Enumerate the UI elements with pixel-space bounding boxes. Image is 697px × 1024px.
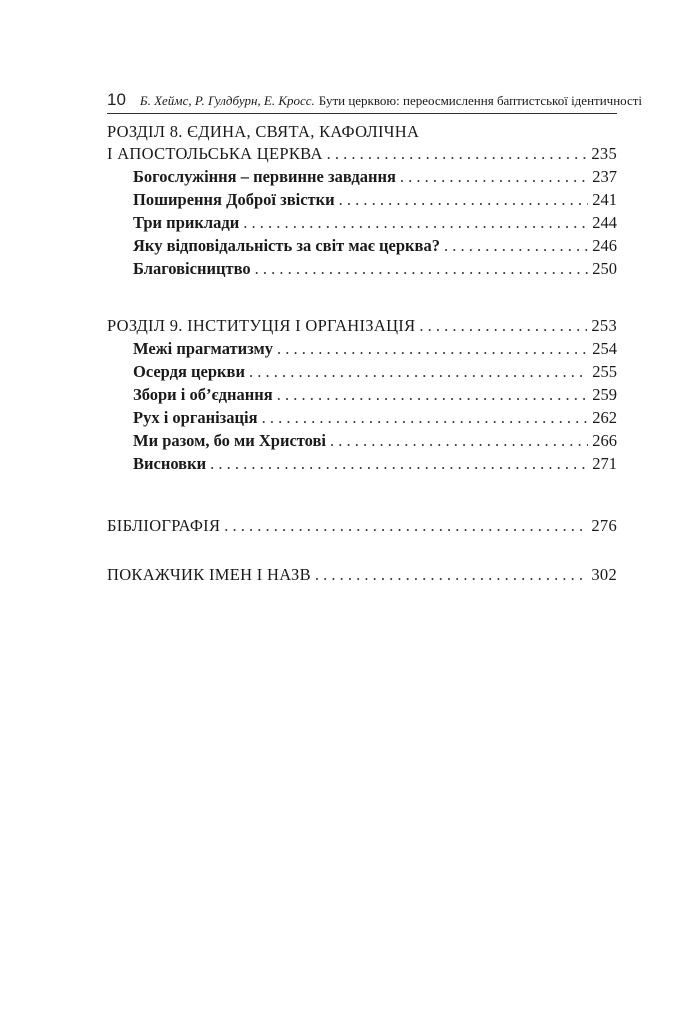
running-head	[107, 90, 643, 114]
toc-item[interactable]	[107, 360, 617, 383]
chapter-8-title-line2: І АПОСТОЛЬСЬКА ЦЕРКВА	[107, 144, 323, 163]
toc-item-page: 254	[592, 339, 617, 358]
toc-item-page: 244	[592, 213, 617, 232]
bibliography-label: БІБЛІОГРАФІЯ	[107, 516, 221, 535]
toc-item-label: Богослужіння – первинне завдання	[133, 167, 396, 186]
chapter-9-entry[interactable]	[107, 314, 617, 337]
toc-item-page: 262	[592, 408, 617, 427]
chapter-8-title-line1: РОЗДІЛ 8. ЄДИНА, СВЯТА, КАФОЛІЧНА	[107, 122, 420, 141]
toc-item-page: 259	[592, 385, 617, 404]
toc-item-label: Три приклади	[133, 213, 240, 232]
toc-item[interactable]	[107, 257, 617, 280]
toc-item-label: Ми разом, бо ми Христові	[133, 431, 327, 450]
chapter-9-title: РОЗДІЛ 9. ІНСТИТУЦІЯ І ОРГАНІЗАЦІЯ	[107, 316, 416, 335]
dot-leader	[330, 429, 588, 452]
toc-item-page: 250	[592, 259, 617, 278]
toc-item[interactable]	[107, 406, 617, 429]
chapter-9-section	[107, 314, 617, 475]
dot-leader	[210, 452, 588, 475]
toc-item-page: 255	[592, 362, 617, 381]
dot-leader	[339, 188, 589, 211]
dot-leader	[419, 314, 587, 337]
toc-item[interactable]	[107, 337, 617, 360]
dot-leader	[262, 406, 589, 429]
toc-item-label: Осердя церкви	[133, 362, 245, 381]
bibliography-page: 276	[591, 516, 617, 535]
dot-leader	[255, 257, 589, 280]
dot-leader	[277, 383, 589, 406]
dot-leader	[315, 563, 587, 586]
index-page: 302	[591, 565, 617, 584]
toc-item[interactable]	[107, 429, 617, 452]
toc-item[interactable]	[107, 165, 617, 188]
toc-item[interactable]	[107, 211, 617, 234]
toc-item-label: Рух і організація	[133, 408, 258, 427]
toc-item[interactable]	[107, 383, 617, 406]
toc-item-page: 266	[592, 431, 617, 450]
dot-leader	[249, 360, 588, 383]
toc-item-label: Поширення Доброї звістки	[133, 190, 335, 209]
dot-leader	[400, 165, 588, 188]
chapter-9-page: 253	[591, 316, 617, 335]
toc-item[interactable]	[107, 452, 617, 475]
index-label: ПОКАЖЧИК ІМЕН І НАЗВ	[107, 565, 311, 584]
toc-item-label: Благовісництво	[133, 259, 251, 278]
toc-item-page: 246	[592, 236, 617, 255]
toc-item-page: 271	[592, 454, 617, 473]
page-number: 10	[107, 90, 126, 109]
chapter-8-entry[interactable]	[107, 142, 617, 165]
toc-item[interactable]	[107, 234, 617, 257]
toc-item-page: 241	[592, 190, 617, 209]
chapter-8-page: 235	[591, 144, 617, 163]
dot-leader	[277, 337, 588, 360]
bibliography-entry[interactable]	[107, 514, 617, 537]
dot-leader	[444, 234, 588, 257]
toc-item-label: Межі прагматизму	[133, 339, 274, 358]
header-book-title: Бути церквою: переосмислення баптистської ідентичності	[318, 93, 643, 108]
bibliography-section	[107, 514, 617, 537]
dot-leader	[243, 211, 588, 234]
index-entry[interactable]	[107, 563, 617, 586]
toc-item-label: Збори і об’єднання	[133, 385, 273, 404]
chapter-8-section	[107, 121, 617, 280]
index-section	[107, 563, 617, 586]
dot-leader	[224, 514, 587, 537]
toc-item-page: 237	[592, 167, 617, 186]
toc-item-label: Яку відповідальність за світ має церква?	[133, 236, 440, 255]
toc-item[interactable]	[107, 188, 617, 211]
header-authors: Б. Хеймс, Р. Гулдбурн, Е. Кросс.	[139, 93, 315, 108]
toc-item-label: Висновки	[133, 454, 207, 473]
dot-leader	[327, 142, 588, 165]
